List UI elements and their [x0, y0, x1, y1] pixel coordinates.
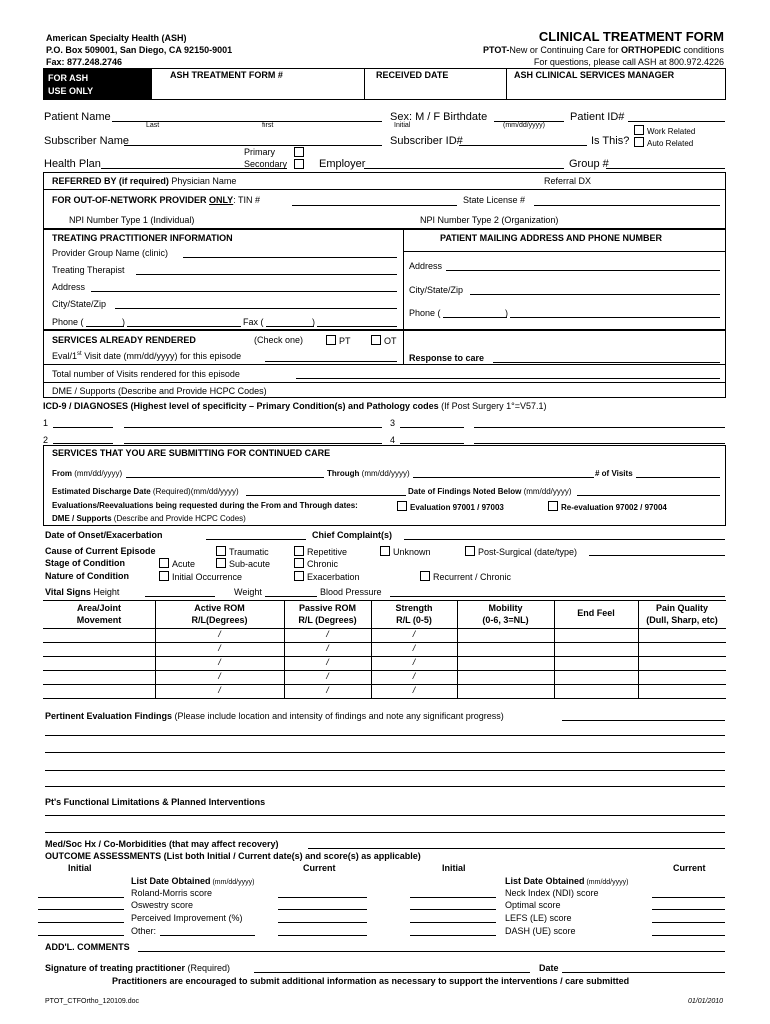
sub-acute-checkbox[interactable]: Sub-acute: [216, 558, 270, 569]
functional-line-2[interactable]: [45, 832, 725, 833]
outcome-initial-field[interactable]: [410, 935, 496, 936]
blood-pressure-field[interactable]: [390, 596, 725, 597]
city-state-zip-field[interactable]: [115, 308, 397, 309]
addl-comments-field[interactable]: [138, 951, 725, 952]
initial-hint: Initial: [394, 122, 411, 129]
outcome-current-field[interactable]: [278, 922, 367, 923]
last-hint: Last: [146, 122, 160, 129]
acute-checkbox[interactable]: Acute: [159, 558, 195, 569]
findings-line-3[interactable]: [45, 770, 725, 771]
check-one-label: (Check one): [254, 335, 304, 345]
for-ash-label: FOR ASH: [48, 73, 89, 83]
checkbox-icon: [294, 147, 304, 157]
chief-complaint-label: Chief Complaint(s): [312, 530, 392, 540]
oon-provider-label: FOR OUT-OF-NETWORK PROVIDER ONLY: TIN #: [52, 195, 261, 205]
provider-group-label: Provider Group Name (clinic): [52, 248, 169, 258]
pt-checkbox[interactable]: PT: [326, 335, 351, 346]
outcome-left-item: Roland-Morris score: [131, 888, 213, 898]
rom-header-sub: Movement: [76, 615, 122, 625]
received-date-label: RECEIVED DATE: [376, 70, 449, 80]
response-to-care-label: Response to care: [409, 353, 485, 363]
stage-label: Stage of Condition: [45, 558, 125, 568]
outcome-right-item: DASH (UE) score: [505, 926, 576, 936]
rom-header: Strength: [395, 603, 433, 613]
mail-city-label: City/State/Zip: [409, 285, 464, 295]
sex-birthdate-label: Sex: M / F Birthdate: [390, 111, 488, 123]
continued-care-heading: SERVICES THAT YOU ARE SUBMITTING FOR CONTINUED CARE: [52, 448, 331, 458]
rom-cell[interactable]: [458, 629, 553, 641]
outcome-initial-field[interactable]: [38, 897, 124, 898]
outcome-right-item: Neck Index (NDI) score: [505, 888, 599, 898]
total-visits-label: Total number of Visits rendered for this episode: [52, 369, 240, 379]
rom-cell[interactable]: [372, 671, 456, 683]
through-label: Through (mm/dd/yyyy): [327, 469, 410, 478]
doc-date: 01/01/2010: [688, 998, 724, 1005]
total-visits-field[interactable]: [296, 378, 720, 379]
rom-header: End Feel: [577, 608, 615, 618]
post-surgical-field[interactable]: [589, 555, 725, 556]
patient-id-label: Patient ID#: [570, 111, 625, 123]
rom-header-sub: R/L (0-5): [396, 615, 432, 625]
checkbox-icon: [380, 546, 390, 556]
outcome-left-item: Oswestry score: [131, 900, 194, 910]
checkbox-icon: [371, 335, 381, 345]
secondary-checkbox[interactable]: [294, 159, 307, 170]
rom-slash: /: [218, 671, 221, 681]
unknown-checkbox[interactable]: Unknown: [380, 546, 431, 557]
subscriber-name-field[interactable]: [124, 145, 382, 146]
signature-date-field[interactable]: [562, 972, 725, 973]
diagnosis-1-description[interactable]: [124, 427, 382, 428]
rom-cell[interactable]: [458, 685, 553, 697]
rom-cell[interactable]: [44, 643, 154, 655]
diagnosis-1-code[interactable]: [53, 427, 113, 428]
addl-comments-label: ADD'L. COMMENTS: [45, 942, 130, 952]
rom-header: Area/Joint: [76, 603, 121, 613]
blood-pressure-label: Blood Pressure: [320, 587, 382, 597]
weight-field[interactable]: [265, 596, 317, 597]
subscriber-id-label: Subscriber ID#: [390, 135, 463, 147]
checkbox-icon: [420, 571, 430, 581]
functional-limitations-label: Pt's Functional Limitations & Planned Interventions: [45, 797, 266, 807]
mail-phone-paren: ): [505, 308, 508, 318]
rom-cell[interactable]: [639, 629, 725, 641]
rom-header-sub: (0-6, 3=NL): [482, 615, 529, 625]
outcome-heading: OUTCOME ASSESSMENTS (List both Initial / Current date(s) and score(s) as applicable): [45, 851, 421, 861]
org-name: American Specialty Health (ASH): [46, 33, 187, 43]
state-license-field[interactable]: [534, 205, 720, 206]
mail-address-label: Address: [409, 261, 443, 271]
outcome-initial-field[interactable]: [410, 897, 496, 898]
health-plan-label: Health Plan: [44, 158, 101, 170]
rom-cell[interactable]: [156, 629, 283, 641]
rom-cell[interactable]: [555, 629, 637, 641]
subscriber-id-field[interactable]: [459, 145, 587, 146]
medsoc-label: Med/Soc Hx / Co-Morbidities (that may affect recovery): [45, 839, 279, 849]
diagnosis-4-number: 4: [390, 435, 396, 445]
rom-slash: /: [412, 671, 416, 681]
is-this-label: Is This?: [591, 135, 630, 147]
reeval-label: Evaluations/Reevaluations being requested during the From and Through dates:: [52, 501, 358, 510]
rom-cell[interactable]: [555, 657, 637, 669]
diagnosis-4-code[interactable]: [400, 443, 464, 444]
findings-line-0[interactable]: [562, 720, 725, 721]
findings-date-label: Date of Findings Noted Below (mm/dd/yyyy): [408, 487, 572, 496]
eval-visit-field[interactable]: [265, 361, 397, 362]
rom-slash: /: [218, 643, 221, 653]
practitioner-heading: TREATING PRACTITIONER INFORMATION: [52, 233, 233, 243]
outcome-initial-field[interactable]: [38, 935, 124, 936]
checkbox-icon: [634, 125, 644, 135]
findings-line-4[interactable]: [45, 786, 725, 787]
state-license-label: State License #: [463, 195, 526, 205]
form-title: CLINICAL TREATMENT FORM: [538, 29, 724, 44]
signature-field[interactable]: [254, 972, 530, 973]
rom-cell[interactable]: [372, 629, 456, 641]
secondary-label: Secondary: [244, 159, 288, 169]
rom-slash: /: [326, 671, 329, 681]
health-plan-field[interactable]: [101, 168, 287, 169]
patient-name-label: Patient Name: [44, 111, 111, 123]
fax-field[interactable]: [317, 326, 397, 327]
checkbox-icon: [397, 501, 407, 511]
signature-label: Signature of treating practitioner (Required): [45, 963, 231, 973]
subscriber-name-label: Subscriber Name: [44, 135, 129, 147]
onset-label: Date of Onset/Exacerbation: [45, 530, 163, 540]
outcome-right-item: Optimal score: [505, 900, 561, 910]
outcome-initial-field[interactable]: [410, 909, 496, 910]
auto-related-checkbox[interactable]: Auto Related: [634, 137, 693, 148]
checkbox-icon: [326, 335, 336, 345]
referral-dx-label: Referral DX: [544, 176, 592, 186]
fax-label: Fax (: [243, 317, 264, 327]
rom-cell[interactable]: [285, 643, 370, 655]
rom-cell[interactable]: [639, 671, 725, 683]
phone-label: Phone (: [52, 317, 84, 327]
diagnosis-3-number: 3: [390, 418, 396, 428]
onset-field[interactable]: [206, 539, 306, 540]
address-label: Address: [52, 282, 86, 292]
rom-header: Mobility: [488, 603, 523, 613]
rom-cell[interactable]: [639, 657, 725, 669]
practitioner-box: [43, 229, 726, 330]
rom-cell[interactable]: [555, 643, 637, 655]
rom-cell[interactable]: [44, 629, 154, 641]
list-date-right: List Date Obtained (mm/dd/yyyy): [505, 876, 629, 886]
rom-slash: /: [326, 643, 329, 653]
eval-visit-label: Eval/1st Visit date (mm/dd/yyyy) for this episode: [52, 351, 242, 361]
first-hint: first: [262, 122, 274, 129]
rom-slash: /: [326, 685, 329, 695]
rom-slash: /: [412, 685, 416, 695]
rom-cell[interactable]: [639, 685, 725, 697]
outcome-current-field[interactable]: [652, 909, 725, 910]
fax-area-field[interactable]: [266, 326, 314, 327]
nature-label: Nature of Condition: [45, 571, 129, 581]
rom-cell[interactable]: [372, 643, 456, 655]
org-fax: Fax: 877.248.2746: [46, 57, 123, 67]
list-date-left: List Date Obtained (mm/dd/yyyy): [131, 876, 255, 886]
rom-slash: /: [412, 643, 416, 653]
outcome-current-left: Current: [303, 863, 336, 873]
treatment-form-number: ASH TREATMENT FORM #: [170, 70, 283, 80]
rom-cell[interactable]: [458, 657, 553, 669]
rom-slash: /: [326, 657, 329, 667]
mailing-heading: PATIENT MAILING ADDRESS AND PHONE NUMBER: [440, 233, 663, 243]
functional-line-1[interactable]: [45, 815, 725, 816]
other-field[interactable]: [160, 935, 255, 936]
outcome-initial-field[interactable]: [410, 922, 496, 923]
encourage-note: Practitioners are encouraged to submit additional information as necessary to support the interventions / care submitted: [112, 976, 630, 986]
initial-occurrence-checkbox[interactable]: Initial Occurrence: [159, 571, 242, 582]
visits-label: # of Visits: [595, 469, 633, 478]
npi-type2-label: NPI Number Type 2 (Organization): [420, 215, 559, 225]
services-rendered-heading: SERVICES ALREADY RENDERED: [52, 335, 196, 345]
rom-cell[interactable]: [285, 671, 370, 683]
rom-slash: /: [218, 629, 221, 639]
birthdate-format: (mm/dd/yyyy): [503, 122, 545, 129]
rom-header-sub: (Dull, Sharp, etc): [646, 615, 718, 625]
employer-field[interactable]: [364, 168, 564, 169]
group-field[interactable]: [606, 168, 725, 169]
cause-label: Cause of Current Episode: [45, 546, 156, 556]
mail-city-field[interactable]: [470, 294, 720, 295]
checkbox-icon: [216, 546, 226, 556]
checkbox-icon: [159, 558, 169, 568]
use-only-label: USE ONLY: [48, 86, 94, 96]
rom-cell[interactable]: [156, 643, 283, 655]
rom-header-sub: R/L(Degrees): [191, 615, 248, 625]
rom-cell[interactable]: [156, 685, 283, 697]
rom-cell[interactable]: [372, 685, 456, 697]
mail-address-field[interactable]: [446, 270, 720, 271]
outcome-current-field[interactable]: [278, 897, 367, 898]
traumatic-checkbox[interactable]: Traumatic: [216, 546, 269, 557]
tin-field[interactable]: [292, 205, 457, 206]
checkbox-icon: [216, 558, 226, 568]
ash-use-only-block: [43, 68, 152, 99]
date-label: Date: [539, 963, 559, 973]
outcome-left-item: Other:: [131, 926, 157, 936]
phone-field[interactable]: [127, 326, 241, 327]
outcome-current-field[interactable]: [278, 909, 367, 910]
outcome-current-field[interactable]: [652, 897, 725, 898]
visits-field[interactable]: [636, 477, 720, 478]
provider-group-field[interactable]: [183, 257, 397, 258]
diagnosis-2-code[interactable]: [53, 443, 113, 444]
findings-line-2[interactable]: [45, 752, 725, 753]
from-date-field[interactable]: [126, 477, 324, 478]
discharge-date-label: Estimated Discharge Date (Required)(mm/dd/yyyy): [52, 487, 239, 496]
evaluation-checkbox[interactable]: Evaluation 97001 / 97003: [397, 501, 504, 512]
work-related-checkbox[interactable]: Work Related: [634, 125, 695, 136]
rom-cell[interactable]: [555, 685, 637, 697]
rom-slash: /: [218, 657, 221, 667]
mail-phone-area[interactable]: [443, 317, 507, 318]
ot-checkbox[interactable]: OT: [371, 335, 397, 346]
rom-slash: /: [326, 629, 329, 639]
diagnosis-3-code[interactable]: [400, 427, 464, 428]
medsoc-field[interactable]: [308, 848, 725, 849]
vital-signs-label: Vital Signs Height: [45, 587, 120, 597]
checkbox-icon: [294, 159, 304, 169]
rom-cell[interactable]: [156, 657, 283, 669]
checkbox-icon: [294, 546, 304, 556]
mail-phone-label: Phone (: [409, 308, 441, 318]
mail-phone-field[interactable]: [510, 317, 720, 318]
rom-header-sub: R/L (Degrees): [298, 615, 357, 625]
findings-date-field[interactable]: [577, 495, 720, 496]
icd9-heading: ICD-9 / DIAGNOSES (Highest level of specificity – Primary Condition(s) and Pathology codes (If Post Surgery 1°=V57.1): [43, 401, 547, 411]
outcome-current-field[interactable]: [652, 922, 725, 923]
form-subtitle: PTOT-New or Continuing Care for ORTHOPEDIC conditions: [483, 45, 724, 55]
recurrent-chronic-checkbox[interactable]: Recurrent / Chronic: [420, 571, 511, 582]
city-state-zip-label: City/State/Zip: [52, 299, 107, 309]
rom-header: Active ROM: [194, 603, 245, 613]
outcome-initial-field[interactable]: [38, 909, 124, 910]
rom-cell[interactable]: [44, 657, 154, 669]
continued-dme-label: DME / Supports (Describe and Provide HCPC Codes): [52, 514, 246, 523]
discharge-date-field[interactable]: [246, 495, 406, 496]
rom-header: Pain Quality: [655, 603, 708, 613]
checkbox-icon: [294, 558, 304, 568]
rom-slash: /: [412, 629, 416, 639]
employer-label: Employer: [319, 158, 366, 170]
outcome-current-right: Current: [673, 863, 706, 873]
repetitive-checkbox[interactable]: Repetitive: [294, 546, 347, 557]
rom-cell[interactable]: [372, 657, 456, 669]
outcome-right-item: LEFS (LE) score: [505, 913, 572, 923]
rom-cell[interactable]: [458, 671, 553, 683]
rom-cell[interactable]: [156, 671, 283, 683]
outcome-current-field[interactable]: [278, 935, 367, 936]
rom-slash: /: [412, 657, 416, 667]
post-surgical-checkbox[interactable]: Post-Surgical (date/type): [465, 546, 577, 557]
checkbox-icon: [548, 501, 558, 511]
findings-line-1[interactable]: [45, 735, 725, 736]
rom-cell[interactable]: [639, 643, 725, 655]
rom-header: Passive ROM: [298, 603, 357, 613]
rom-cell[interactable]: [285, 657, 370, 669]
rom-cell[interactable]: [44, 685, 154, 697]
from-label: From (mm/dd/yyyy): [52, 469, 123, 478]
npi-type1-label: NPI Number Type 1 (Individual): [69, 215, 195, 225]
referred-by-label: REFERRED BY (if required) Physician Name: [52, 176, 237, 186]
rom-cell[interactable]: [285, 685, 370, 697]
outcome-current-field[interactable]: [652, 935, 725, 936]
diagnosis-2-description[interactable]: [124, 443, 382, 444]
checkbox-icon: [294, 571, 304, 581]
pertinent-findings-label: Pertinent Evaluation Findings (Please include location and intensity of findings and note any significant progress): [45, 711, 504, 721]
address-field[interactable]: [91, 291, 397, 292]
treating-therapist-label: Treating Therapist: [52, 265, 125, 275]
doc-code: PTOT_CTFOrtho_120109.doc: [45, 998, 140, 1005]
rom-cell[interactable]: [555, 671, 637, 683]
rom-cell[interactable]: [458, 643, 553, 655]
checkbox-icon: [159, 571, 169, 581]
questions-phone: For questions, please call ASH at 800.972.4226: [533, 57, 724, 67]
response-to-care-field[interactable]: [493, 362, 720, 363]
checkbox-icon: [634, 137, 644, 147]
group-label: Group #: [569, 158, 609, 170]
primary-label: Primary: [244, 147, 275, 157]
outcome-initial-right: Initial: [442, 863, 466, 873]
outcome-initial-field[interactable]: [38, 922, 124, 923]
chief-complaint-field[interactable]: [404, 539, 725, 540]
rom-cell[interactable]: [285, 629, 370, 641]
treating-therapist-field[interactable]: [136, 274, 397, 275]
diagnosis-3-description[interactable]: [474, 427, 725, 428]
diagnosis-2-number: 2: [43, 435, 49, 445]
chronic-checkbox[interactable]: Chronic: [294, 558, 338, 569]
rom-slash: /: [218, 685, 221, 695]
fax-paren: ): [312, 317, 315, 327]
checkbox-icon: [465, 546, 475, 556]
rom-line: [43, 600, 726, 601]
primary-checkbox[interactable]: [294, 147, 307, 158]
outcome-left-item: Perceived Improvement (%): [131, 913, 243, 923]
exacerbation-checkbox[interactable]: Exacerbation: [294, 571, 360, 582]
phone-paren: ): [122, 317, 125, 327]
patient-id-field[interactable]: [628, 121, 725, 122]
clinical-manager-label: ASH CLINICAL SERVICES MANAGER: [514, 70, 675, 80]
height-field[interactable]: [145, 596, 215, 597]
rom-cell[interactable]: [44, 671, 154, 683]
reevaluation-checkbox[interactable]: Re-evaluation 97002 / 97004: [548, 501, 667, 512]
diagnosis-4-description[interactable]: [474, 443, 725, 444]
through-date-field[interactable]: [413, 477, 594, 478]
phone-area-field[interactable]: [86, 326, 124, 327]
rom-line: [43, 698, 726, 699]
org-address: P.O. Box 509001, San Diego, CA 92150-9001: [46, 45, 233, 55]
diagnosis-1-number: 1: [43, 418, 49, 428]
outcome-initial-left: Initial: [68, 863, 92, 873]
weight-label: Weight: [234, 587, 262, 597]
dme-supports-label: DME / Supports (Describe and Provide HCPC Codes): [52, 386, 267, 396]
